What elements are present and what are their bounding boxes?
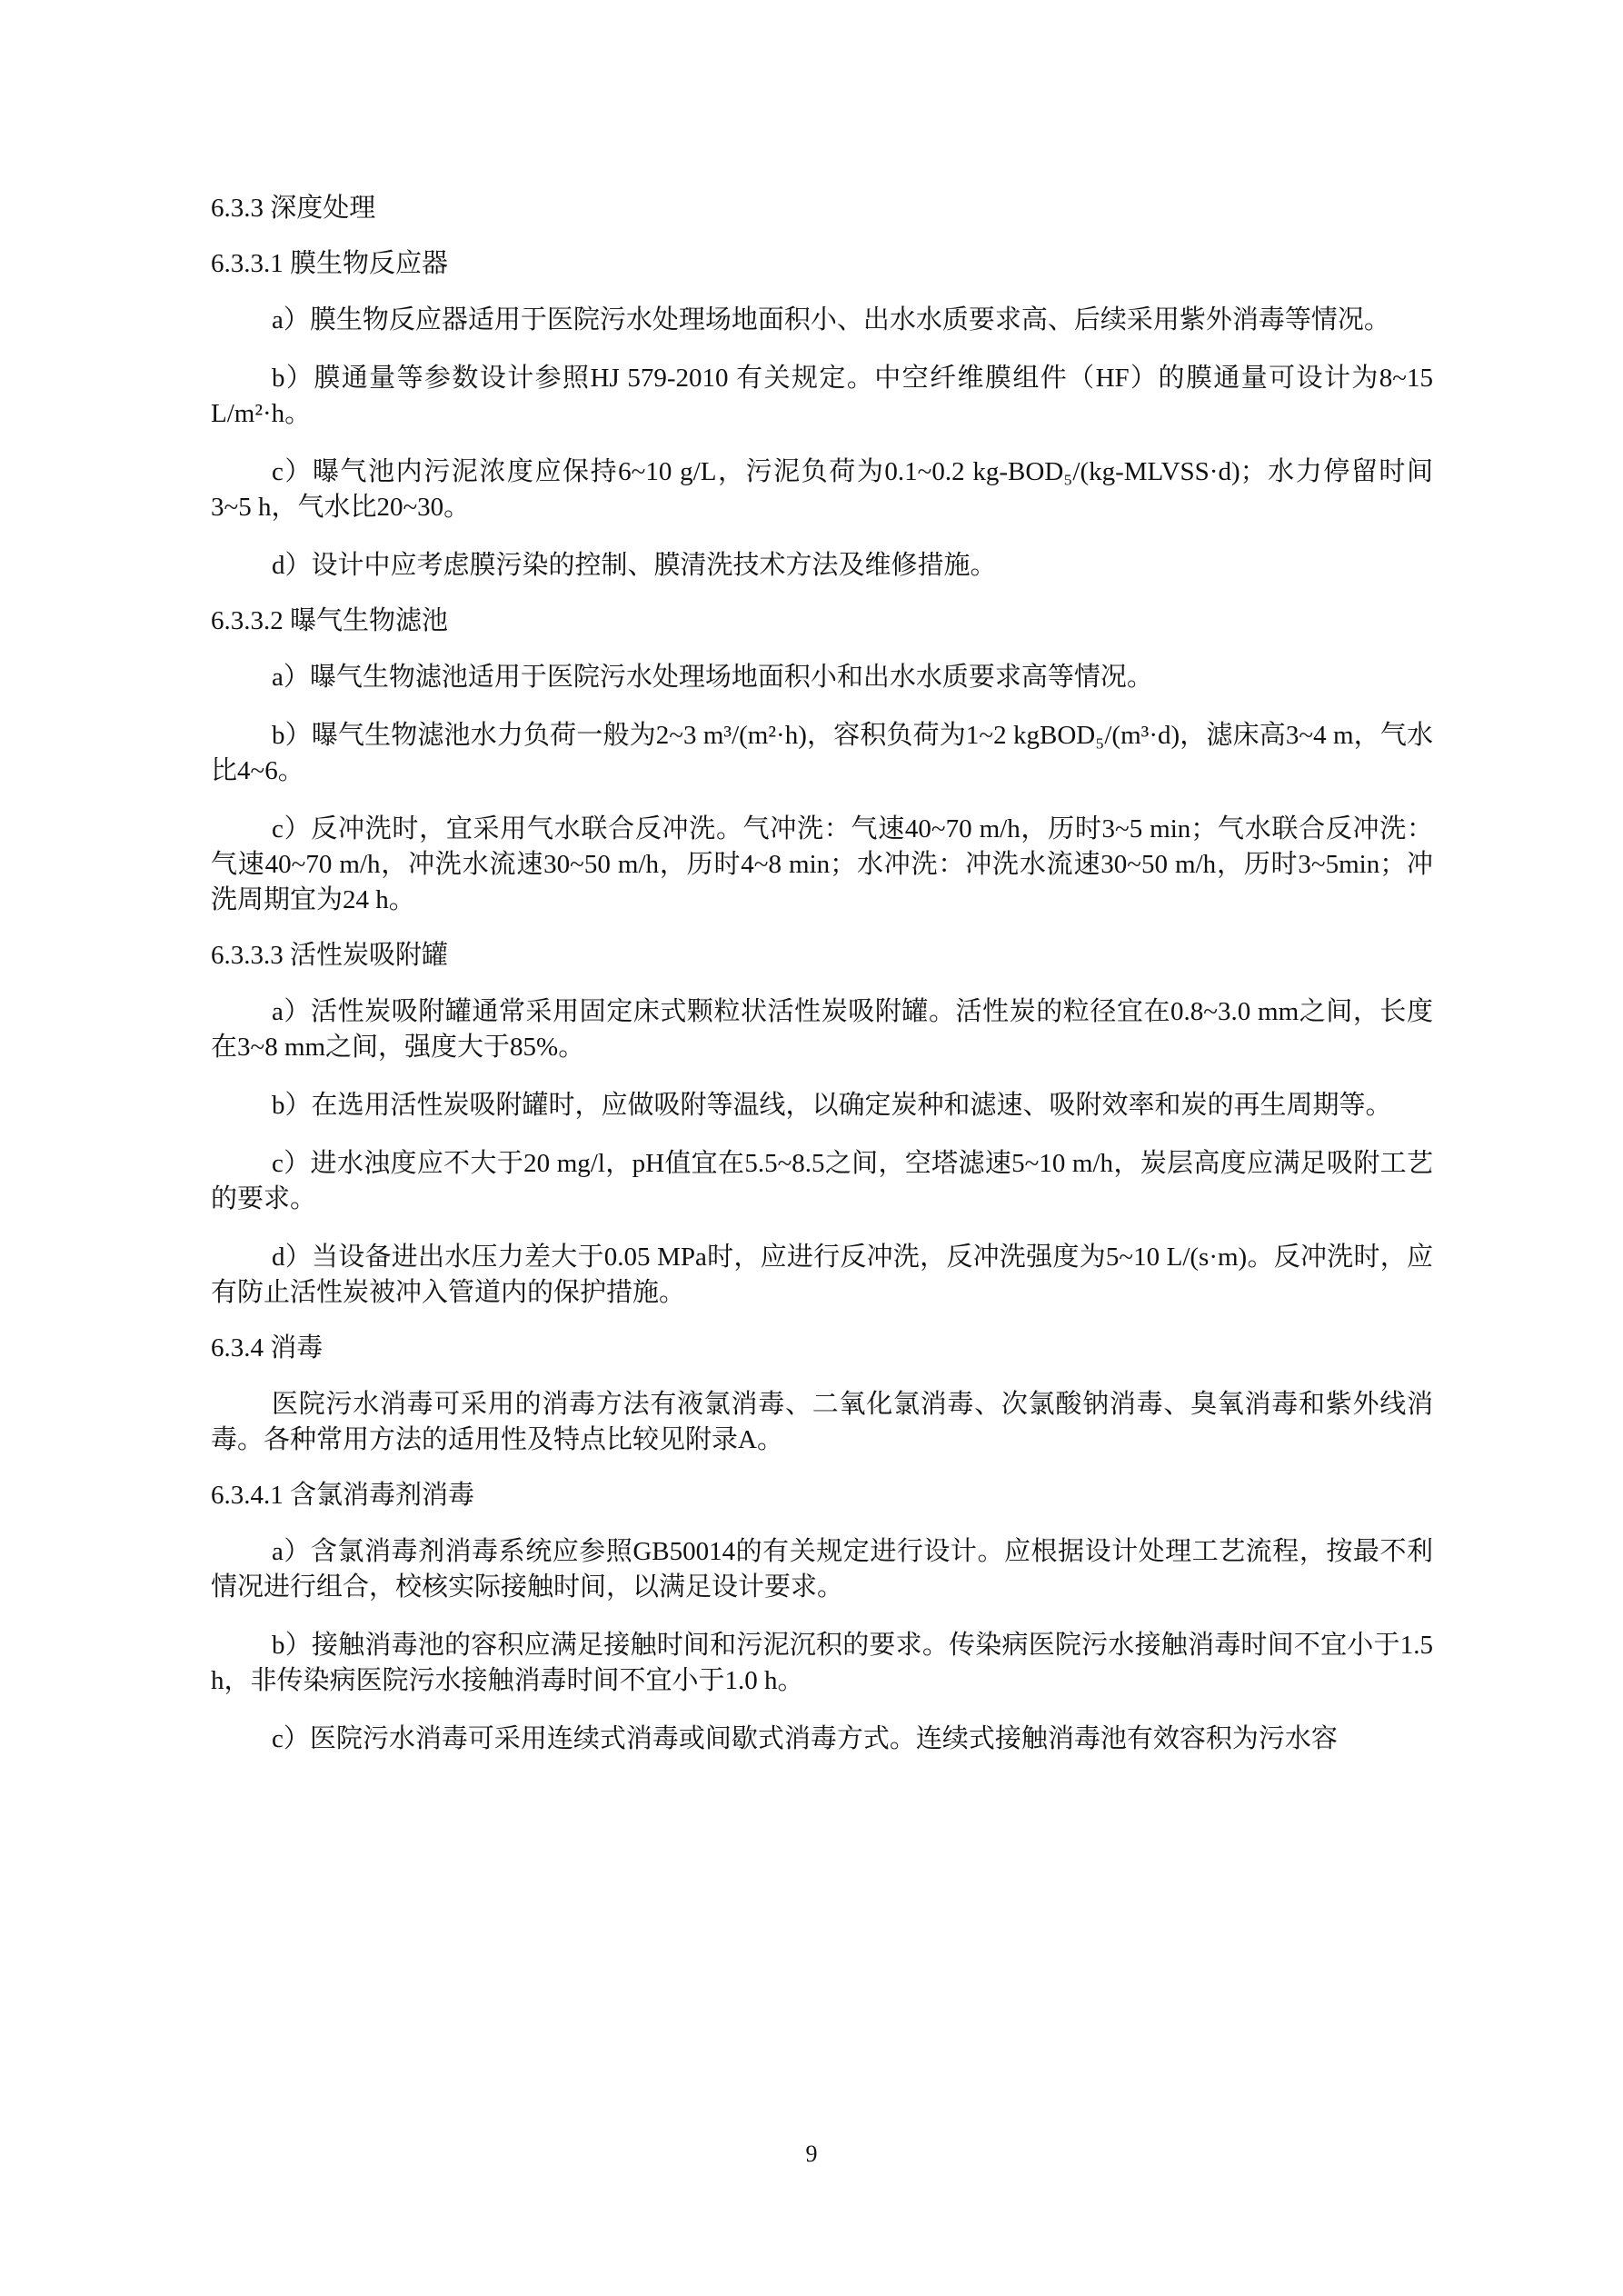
text-line: min；冲洗周期宜为24 h。 — [211, 850, 1434, 914]
section-heading: 6.3.3.1 膜生物反应器 — [211, 249, 449, 278]
text-line: b）在选用活性炭吸附罐时，应做吸附等温线，以确定炭种和滤速、吸附效率和炭的再生周期 — [272, 1091, 1339, 1120]
page-number: 9 — [805, 2141, 818, 2167]
list-item — [211, 1628, 1433, 1699]
text-line: 不利情况进行组合，校核实际接触时间，以满足设计要求。 — [211, 1537, 1433, 1602]
text-line: 时，应有防止活性炭被冲入管道内的保护措施。 — [211, 1243, 1433, 1307]
text-line: a）活性炭吸附罐通常采用固定床式颗粒状活性炭吸附罐。活性炭的粒径宜在0.8~3.0 mm之间， — [272, 997, 1380, 1026]
list-item — [211, 548, 1433, 584]
list-item — [211, 454, 1433, 525]
text-line: b）接触消毒池的容积应满足接触时间和污泥沉积的要求。传染病医院污水接触消毒时间不宜 — [272, 1631, 1348, 1660]
list-item — [211, 994, 1433, 1065]
page-content — [211, 191, 1433, 1757]
text-line: 线消毒。各种常用方法的适用性及特点比较见附录A。 — [211, 1390, 1433, 1454]
text-line: 医院污水消毒可采用的消毒方法有液氯消毒、二氧化氯消毒、次氯酸钠消毒、臭氧消毒和紫外 — [272, 1390, 1380, 1419]
text-line: a）膜生物反应器适用于医院污水处理场地面积小、出水水质要求高、后续采用紫外消毒等情 — [272, 305, 1338, 334]
list-item — [211, 1088, 1433, 1123]
list-item — [211, 660, 1433, 695]
text-line: 洗：气速40~70 m/h，冲洗水流速30~50 m/h，历时4~8 min；水冲洗：冲洗水流速30~50 m/h，历时3~5 — [211, 814, 1433, 879]
section-heading: 6.3.4 消毒 — [211, 1333, 324, 1363]
list-item — [211, 718, 1433, 789]
text-line: d）当设备进出水压力差大于0.05 MPa时，应进行反冲洗，反冲洗强度为5~10 L/(s·m)。反冲洗 — [272, 1243, 1354, 1272]
text-line: b）曝气生物滤池水力负荷一般为2~3 m³/(m²·h)，容积负荷为1~2 kgBOD₅/(m³·d)，滤床高3~4 m， — [272, 721, 1380, 750]
list-item — [211, 1534, 1433, 1605]
text-line: c）反冲洗时，宜采用气水联合反冲洗。气冲洗：气速40~70 m/h，历时3~5 min；气水联合反冲 — [272, 814, 1380, 844]
text-line: 长度在3~8 mm之间，强度大于85%。 — [211, 997, 1433, 1062]
section-heading: 6.3.3.3 活性炭吸附罐 — [211, 941, 449, 970]
text-line: c）曝气池内污泥浓度应保持6~10 g/L，污泥负荷为0.1~0.2 kg-BOD₅/(kg-MLVSS·d)；水力停留 — [272, 457, 1379, 486]
text-line: d）设计中应考虑膜污染的控制、膜清洗技术方法及维修措施。 — [272, 551, 997, 580]
list-item — [211, 361, 1433, 432]
list-item — [211, 303, 1433, 338]
list-item — [211, 1146, 1433, 1217]
text-line: b）膜通量等参数设计参照HJ 579-2010 有关规定。中空纤维膜组件（HF）的膜通量可设计为 — [272, 364, 1379, 393]
text-line: c）医院污水消毒可采用连续式消毒或间歇式消毒方式。连续式接触消毒池有效容积为污水容 — [272, 1724, 1338, 1753]
list-item — [211, 1722, 1433, 1757]
text-line: 等。 — [1339, 1091, 1392, 1120]
text-line: a）含氯消毒剂消毒系统应参照GB50014的有关规定进行设计。应根据设计处理工艺流程，按最 — [272, 1537, 1380, 1566]
text-line: 况。 — [1337, 305, 1390, 334]
section-heading: 6.3.3 深度处理 — [211, 194, 376, 223]
text-line: 附工艺的要求。 — [211, 1149, 1433, 1213]
text-line: 8~15 L/m²·h。 — [211, 364, 1433, 428]
section-heading: 6.3.4.1 含氯消毒剂消毒 — [211, 1481, 475, 1510]
list-item — [211, 1240, 1433, 1311]
text-line: 小于1.5 h，非传染病医院污水接触消毒时间不宜小于1.0 h。 — [211, 1631, 1433, 1695]
text-line: c）进水浊度应不大于20 mg/l，pH值宜在5.5~8.5之间，空塔滤速5~10 m/h，炭层高度应满足吸 — [272, 1149, 1354, 1178]
text-line: 气水比4~6。 — [211, 721, 1433, 785]
section-heading: 6.3.3.2 曝气生物滤池 — [211, 606, 449, 635]
list-item — [211, 812, 1433, 918]
body-paragraph — [211, 1387, 1433, 1458]
text-line: a）曝气生物滤池适用于医院污水处理场地面积小和出水水质要求高等情况。 — [272, 663, 1153, 692]
text-line: 时间3~5 h，气水比20~30。 — [211, 457, 1433, 522]
